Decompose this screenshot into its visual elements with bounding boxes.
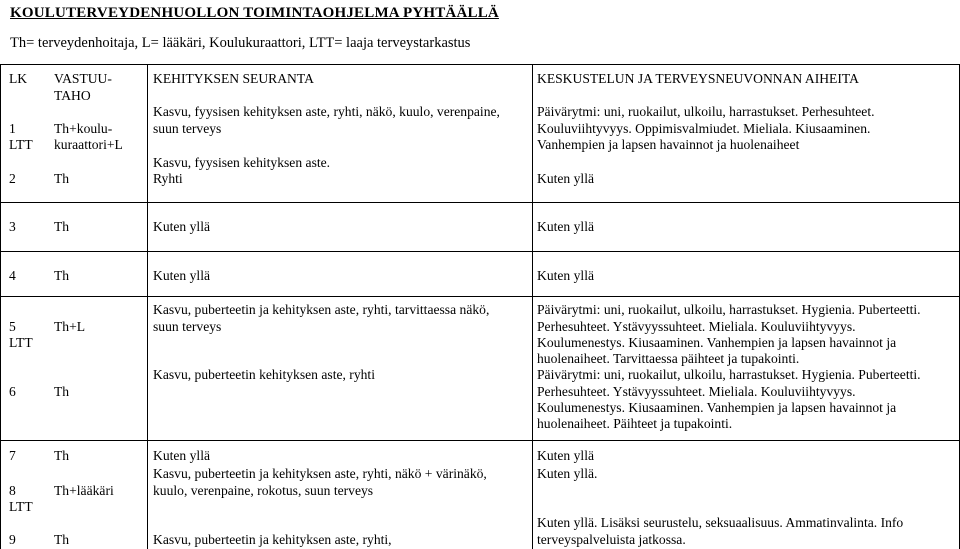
grade-number: 5 [9, 319, 16, 334]
discussion-topics: Kuten yllä [537, 448, 595, 463]
responsible-party: Th [54, 532, 70, 547]
header-kehityksen-seuranta: KEHITYKSEN SEURANTA [153, 71, 314, 86]
development-monitoring: Kasvu, puberteetin ja kehityksen aste, ryhti, [153, 532, 392, 547]
development-monitoring: Kasvu, puberteetin ja kehityksen aste, ryhti, näkö + värinäkö, [153, 466, 487, 481]
grade-number: 3 [9, 219, 16, 234]
row-divider [0, 251, 960, 252]
grade-number: 1 [9, 121, 16, 136]
discussion-topics: Koulumenestys. Kiusaaminen. Vanhempien ja lapsen havainnot ja [537, 335, 897, 350]
column-divider [147, 64, 148, 549]
discussion-topics: Päivärytmi: uni, ruokailut, ulkoilu, harrastukset. Hygienia. Puberteetti. [537, 367, 921, 382]
row-divider [0, 440, 960, 441]
grade-number: 8 [9, 483, 16, 498]
discussion-topics: Perhesuhteet. Ystävyyssuhteet. Mieliala. Kouluviihtyvyys. [537, 319, 856, 334]
development-monitoring: Kasvu, fyysisen kehityksen aste. [153, 155, 331, 170]
development-monitoring: kuulo, verenpaine, rokotus, suun terveys [153, 483, 374, 498]
discussion-topics: Kuten yllä [537, 219, 595, 234]
development-monitoring: suun terveys [153, 121, 222, 136]
discussion-topics: Kuten yllä [537, 268, 595, 283]
responsible-party: Th [54, 384, 70, 399]
responsible-party: Th+lääkäri [54, 483, 114, 498]
development-monitoring: Kuten yllä [153, 219, 211, 234]
development-monitoring: Kasvu, puberteetin kehityksen aste, ryhti [153, 367, 375, 382]
ltt-marker: LTT [9, 137, 33, 152]
development-monitoring: Kasvu, fyysisen kehityksen aste, ryhti, näkö, kuulo, verenpaine, [153, 104, 500, 119]
development-monitoring: Kasvu, puberteetin ja kehityksen aste, ryhti, tarvittaessa näkö, [153, 302, 490, 317]
discussion-topics: Vanhempien ja lapsen havainnot ja huolenaiheet [537, 137, 800, 152]
discussion-topics: Päivärytmi: uni, ruokailut, ulkoilu, harrastukset. Perhesuhteet. [537, 104, 875, 119]
responsible-party: Th [54, 268, 70, 283]
discussion-topics: Kuten yllä [537, 171, 595, 186]
grade-number: 7 [9, 448, 16, 463]
ltt-marker: LTT [9, 499, 33, 514]
header-lk: LK [9, 71, 28, 86]
discussion-topics: Kuten yllä. Lisäksi seurustelu, seksuaalisuus. Ammatinvalinta. Info [537, 515, 904, 530]
responsible-party: Th [54, 171, 70, 186]
grade-number: 2 [9, 171, 16, 186]
column-divider [532, 64, 533, 549]
discussion-topics: huolenaiheet. Päihteet ja tupakointi. [537, 416, 733, 431]
grade-number: 4 [9, 268, 16, 283]
development-monitoring: Ryhti [153, 171, 183, 186]
header-vastuutaho-cont: TAHO [54, 88, 91, 103]
grade-number: 6 [9, 384, 16, 399]
discussion-topics: Kouluviihtyvyys. Oppimisvalmiudet. Mieliala. Kiusaaminen. [537, 121, 871, 136]
discussion-topics: Kuten yllä. [537, 466, 598, 481]
header-vastuutaho: VASTUU- [54, 71, 112, 86]
responsible-party-cont: kuraattori+L [54, 137, 123, 152]
discussion-topics: Perhesuhteet. Ystävyyssuhteet. Mieliala. Kouluviihtyvyys. [537, 384, 856, 399]
table-left-border [0, 64, 1, 549]
header-keskustelu-aiheet: KESKUSTELUN JA TERVEYSNEUVONNAN AIHEITA [537, 71, 859, 86]
abbreviation-legend: Th= terveydenhoitaja, L= lääkäri, Koulukuraattori, LTT= laaja terveystarkastus [10, 35, 471, 51]
discussion-topics: Päivärytmi: uni, ruokailut, ulkoilu, harrastukset. Hygienia. Puberteetti. [537, 302, 921, 317]
responsible-party: Th [54, 219, 70, 234]
ltt-marker: LTT [9, 335, 33, 350]
row-divider [0, 202, 960, 203]
responsible-party: Th+koulu- [54, 121, 113, 136]
responsible-party: Th [54, 448, 70, 463]
row-divider [0, 296, 960, 297]
responsible-party: Th+L [54, 319, 86, 334]
table-top-border [0, 64, 960, 65]
discussion-topics: terveyspalveluista jatkossa. [537, 532, 686, 547]
grade-number: 9 [9, 532, 16, 547]
development-monitoring: suun terveys [153, 319, 222, 334]
discussion-topics: Koulumenestys. Kiusaaminen. Vanhempien ja lapsen havainnot ja [537, 400, 897, 415]
discussion-topics: huolenaiheet. Tarvittaessa päihteet ja tupakointi. [537, 351, 800, 366]
development-monitoring: Kuten yllä [153, 448, 211, 463]
document-title: KOULUTERVEYDENHUOLLON TOIMINTAOHJELMA PYHTÄÄLLÄ [10, 5, 499, 21]
development-monitoring: Kuten yllä [153, 268, 211, 283]
